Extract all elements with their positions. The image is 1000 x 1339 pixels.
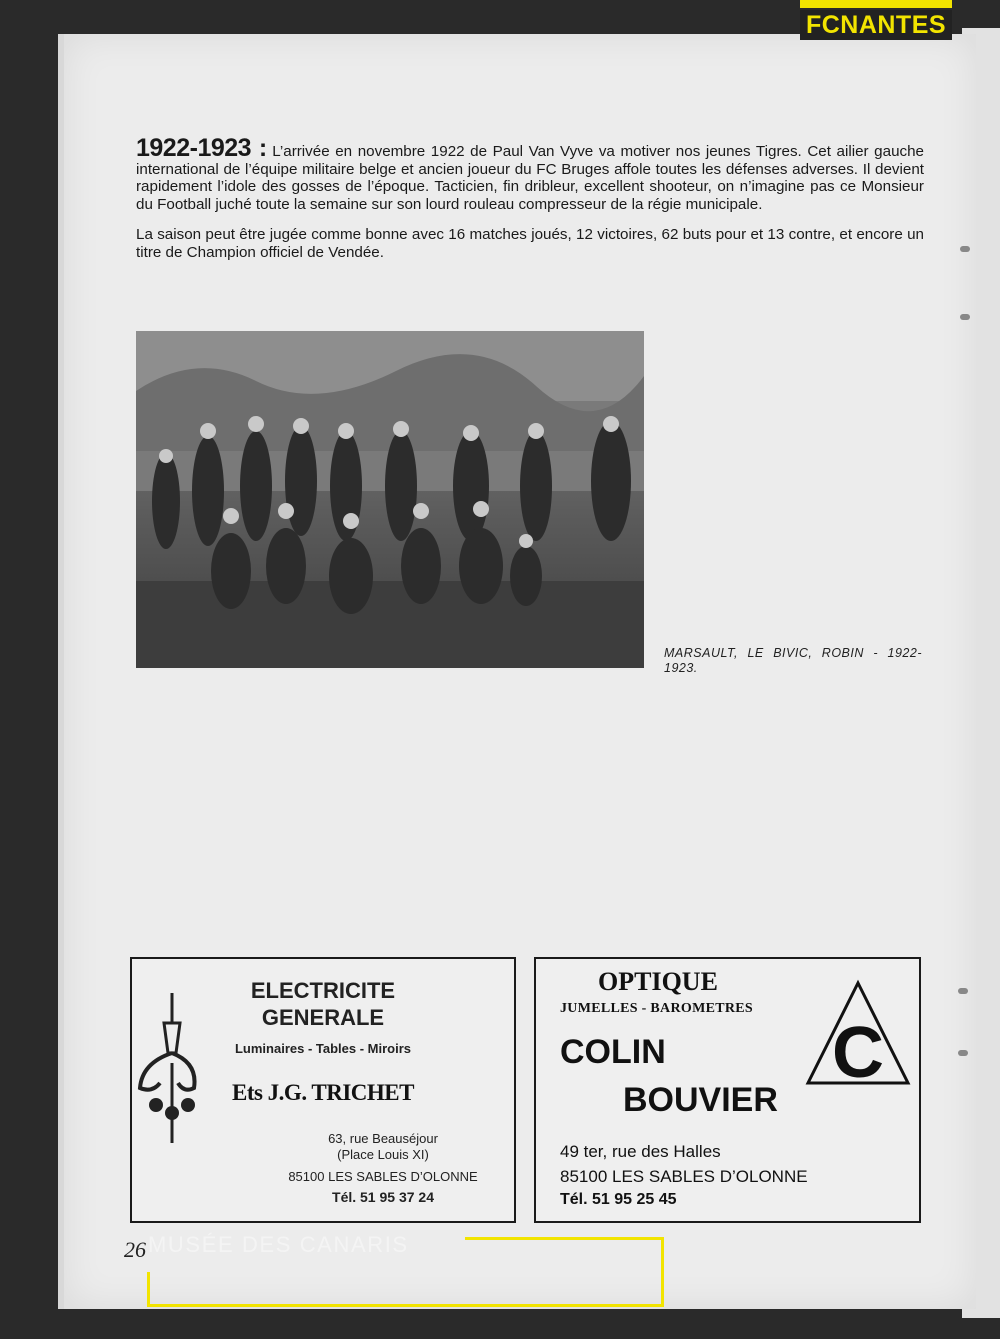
footer-frame-left [147,1272,150,1306]
staple-hole [960,314,970,320]
advert-optique [534,957,921,1223]
advert-name-line1: COLIN [560,1033,666,1071]
photo-caption: MARSAULT, LE BIVIC, ROBIN - 1922-1923. [664,646,922,675]
article-paragraph-2: La saison peut être jugée comme bonne avec 16 matches joués, 12 victoires, 62 buts pour et 13 contre, et encore un titre de Champion officiel de Vendée. [136,226,924,261]
team-photo-illustration [136,331,644,668]
advert-products: Luminaires - Tables - Miroirs [234,1041,412,1056]
advert-address: 49 ter, rue des Halles 85100 LES SABLES D’OLONNE [560,1142,808,1186]
brand-accent-bar [800,0,952,8]
advert-title: ELECTRICITE GENERALE [250,978,396,1030]
staple-hole [958,1050,968,1056]
advert-products: JUMELLES - BAROMETRES [560,1001,753,1016]
advert-name-line2: BOUVIER [623,1081,778,1119]
team-photo [136,331,644,668]
article-paragraph-1: 1922-1923 : L’arrivée en novembre 1922 de Paul Van Vyve va motiver nos jeunes Tigres. Cet ailier gauche international de l’équipe militaire belge et ancien joueur du FC Bruges affole toutes les défenses adverses. Il devient rapidement l’idole des gosses de l’époque. Tacticien, fin dribleur, excellent shooteur, on n’imagine pas ce Monsieur du Football juché toute la semaine sur son lourd rouleau compresseur de la régie municipale. [136,134,924,213]
advert-phone: Tél. 51 95 37 24 [332,1189,434,1205]
advert-electricite-generale [130,957,516,1223]
season-heading: 1922-1923 : [136,134,267,162]
svg-text:C: C [832,1013,884,1089]
advert-address: 63, rue Beauséjour (Place Louis XI) 85100 LES SABLES D’OLONNE [288,1131,478,1184]
advert-company: Ets J.G. TRICHET [231,1080,414,1105]
advert-title: OPTIQUE [598,967,718,996]
staple-hole [958,988,968,994]
triangle-c-logo-icon [804,979,912,1089]
staple-hole [960,246,970,252]
brand-logo: FCNANTES [800,10,952,40]
article-text [136,134,924,274]
page-number: 26 [124,1237,146,1262]
advert-phone: Tél. 51 95 25 45 [560,1191,677,1208]
watermark-text: MUSÉE DES CANARIS [148,1232,409,1257]
